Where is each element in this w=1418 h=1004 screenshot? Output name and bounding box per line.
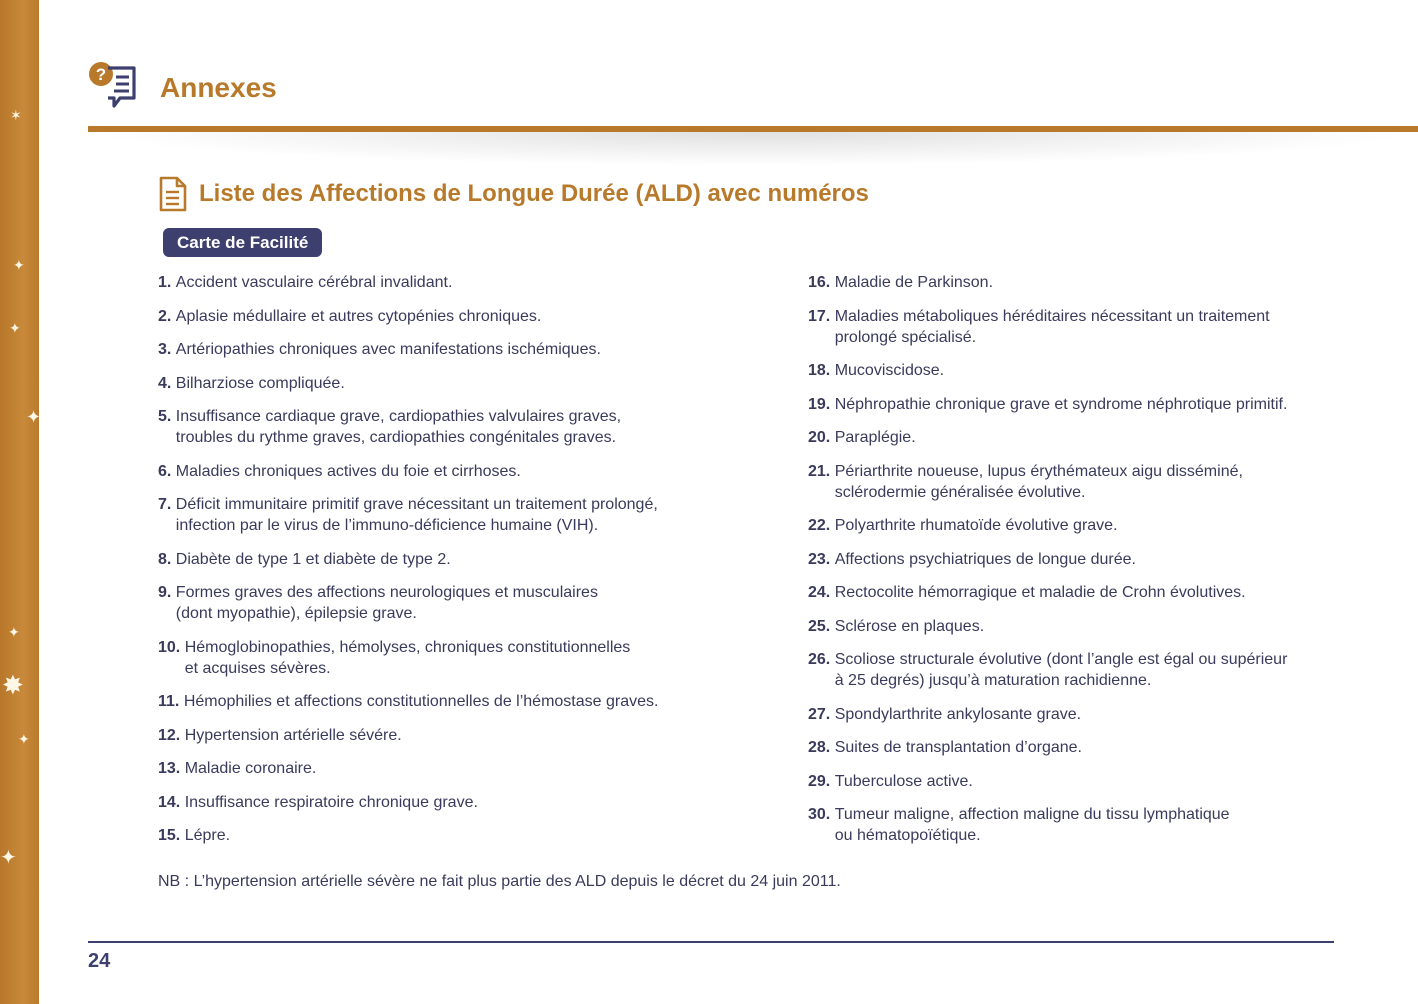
item-text: Périarthrite noueuse, lupus érythémateux aigu disséminé, sclérodermie généralisée évolutive. [834, 462, 1243, 501]
item-text: Hémophilies et affections constitutionnelles de l’hémostase graves. [183, 693, 659, 710]
page-header [88, 60, 1408, 120]
list-item [158, 406, 778, 448]
list-item [158, 582, 778, 624]
list-item [158, 792, 778, 813]
item-number: 25. [808, 617, 831, 635]
header-shadow [88, 132, 1418, 166]
category-badge: Carte de Facilité [163, 228, 322, 257]
item-number: 13. [158, 760, 181, 777]
item-number: 21. [808, 462, 831, 480]
item-text: Suites de transplantation d’organe. [834, 739, 1082, 756]
item-number: 20. [808, 429, 831, 446]
item-text: Accident vasculaire cérébral invalidant. [175, 274, 453, 291]
item-number: 22. [808, 517, 831, 534]
star-icon: ✦ [0, 847, 17, 869]
item-number: 29. [808, 772, 831, 790]
list-item [808, 394, 1368, 415]
footnote: NB : L’hypertension artérielle sévère ne fait plus partie des ALD depuis le décret du 24 juin 2011. [158, 873, 841, 890]
list-item [808, 272, 1368, 293]
list-item [808, 649, 1368, 691]
item-text: Déficit immunitaire primitif grave nécessitant un traitement prolongé, infection par le virus de l’immuno-déficience humaine (VIH). [175, 496, 658, 534]
item-number: 26. [808, 651, 831, 668]
item-text: Maladies métaboliques héréditaires nécessitant un traitement prolongé spécialisé. [834, 307, 1270, 346]
list-item [158, 494, 778, 536]
item-number: 8. [158, 550, 172, 568]
list-item [158, 691, 778, 712]
item-number: 16. [808, 274, 831, 291]
list-item [158, 306, 778, 327]
item-text: Formes graves des affections neurologiques et musculaires (dont myopathie), épilepsie grave. [175, 584, 598, 622]
item-text: Lépre. [184, 827, 231, 844]
item-number: 3. [158, 341, 172, 358]
section-title: Liste des Affections de Longue Durée (ALD) avec numéros [199, 180, 869, 207]
list-item [808, 306, 1368, 348]
list-item [808, 737, 1368, 758]
item-text: Aplasie médullaire et autres cytopénies chroniques. [175, 307, 542, 325]
list-item [158, 637, 778, 679]
item-number: 28. [808, 739, 831, 756]
list-item [808, 582, 1368, 603]
list-item [808, 427, 1368, 448]
faq-chat-icon [88, 60, 138, 110]
item-number: 30. [808, 806, 831, 823]
star-icon: ✦ [9, 320, 21, 336]
svg-text:?: ? [95, 65, 107, 84]
list-item [808, 804, 1368, 846]
list-item [808, 515, 1368, 536]
star-icon: ✦ [8, 624, 20, 640]
item-text: Maladie coronaire. [184, 760, 317, 777]
item-number: 10. [158, 638, 181, 656]
list-item [158, 461, 778, 482]
item-text: Spondylarthrite ankylosante grave. [834, 705, 1082, 723]
page-number: 24 [88, 950, 111, 972]
item-number: 19. [808, 395, 831, 413]
item-number: 12. [158, 726, 181, 744]
item-text: Tuberculose active. [834, 772, 973, 790]
list-item [158, 339, 778, 360]
item-text: Néphropathie chronique grave et syndrome néphrotique primitif. [834, 395, 1288, 413]
item-number: 9. [158, 584, 172, 601]
list-item [158, 272, 778, 293]
list-item [808, 461, 1368, 503]
list-item [808, 360, 1368, 381]
item-text: Insuffisance respiratoire chronique grave. [184, 793, 478, 811]
item-number: 18. [808, 362, 831, 379]
item-text: Maladie de Parkinson. [834, 274, 994, 291]
list-item [808, 704, 1368, 725]
item-text: Rectocolite hémorragique et maladie de Crohn évolutives. [834, 584, 1246, 601]
list-item [158, 825, 778, 846]
item-number: 4. [158, 374, 172, 392]
item-number: 2. [158, 307, 172, 325]
list-item [158, 549, 778, 570]
item-number: 23. [808, 550, 831, 568]
item-text: Insuffisance cardiaque grave, cardiopathies valvulaires graves, troubles du rythme graves, cardiopathies congénitales graves. [175, 408, 622, 446]
item-text: Scoliose structurale évolutive (dont l’angle est égal ou supérieur à 25 degrés) jusqu’à maturation rachidienne. [834, 651, 1288, 689]
star-icon: ✶ [10, 107, 22, 123]
document-icon [158, 176, 188, 212]
item-text: Hémoglobinopathies, hémolyses, chroniques constitutionnelles et acquises sévères. [184, 638, 631, 677]
list-item [808, 616, 1368, 637]
list-item [158, 373, 778, 394]
item-number: 24. [808, 584, 831, 601]
item-text: Tumeur maligne, affection maligne du tissu lymphatique ou hématopoïétique. [834, 806, 1230, 844]
item-number: 1. [158, 274, 172, 291]
star-icon: ✦ [18, 731, 30, 747]
item-text: Affections psychiatriques de longue durée. [834, 550, 1136, 568]
item-number: 27. [808, 705, 831, 723]
item-number: 11. [158, 693, 180, 710]
list-item [808, 549, 1368, 570]
page-title: Annexes [160, 72, 277, 103]
footer-divider [88, 941, 1334, 943]
list-item [158, 758, 778, 779]
item-text: Sclérose en plaques. [834, 617, 985, 635]
list-item [808, 771, 1368, 792]
item-number: 14. [158, 793, 181, 811]
item-text: Mucoviscidose. [834, 362, 945, 379]
list-item [158, 725, 778, 746]
item-number: 5. [158, 408, 172, 425]
item-number: 17. [808, 307, 831, 325]
item-text: Polyarthrite rhumatoïde évolutive grave. [834, 517, 1118, 534]
star-icon: ✦ [13, 257, 25, 273]
item-text: Artériopathies chroniques avec manifestations ischémiques. [175, 341, 601, 358]
ald-list-right [808, 272, 1368, 859]
ald-list-left [158, 272, 778, 859]
star-icon: ✸ [2, 670, 24, 700]
decorative-side-band [0, 0, 42, 1004]
item-text: Paraplégie. [834, 429, 916, 446]
item-number: 6. [158, 462, 172, 480]
item-text: Maladies chroniques actives du foie et cirrhoses. [175, 462, 521, 480]
item-text: Diabète de type 1 et diabète de type 2. [175, 550, 451, 568]
item-text: Bilharziose compliquée. [175, 374, 345, 392]
item-text: Hypertension artérielle sévére. [184, 726, 402, 744]
star-icon: ✦ [26, 407, 42, 427]
item-number: 7. [158, 496, 172, 513]
item-number: 15. [158, 827, 181, 844]
